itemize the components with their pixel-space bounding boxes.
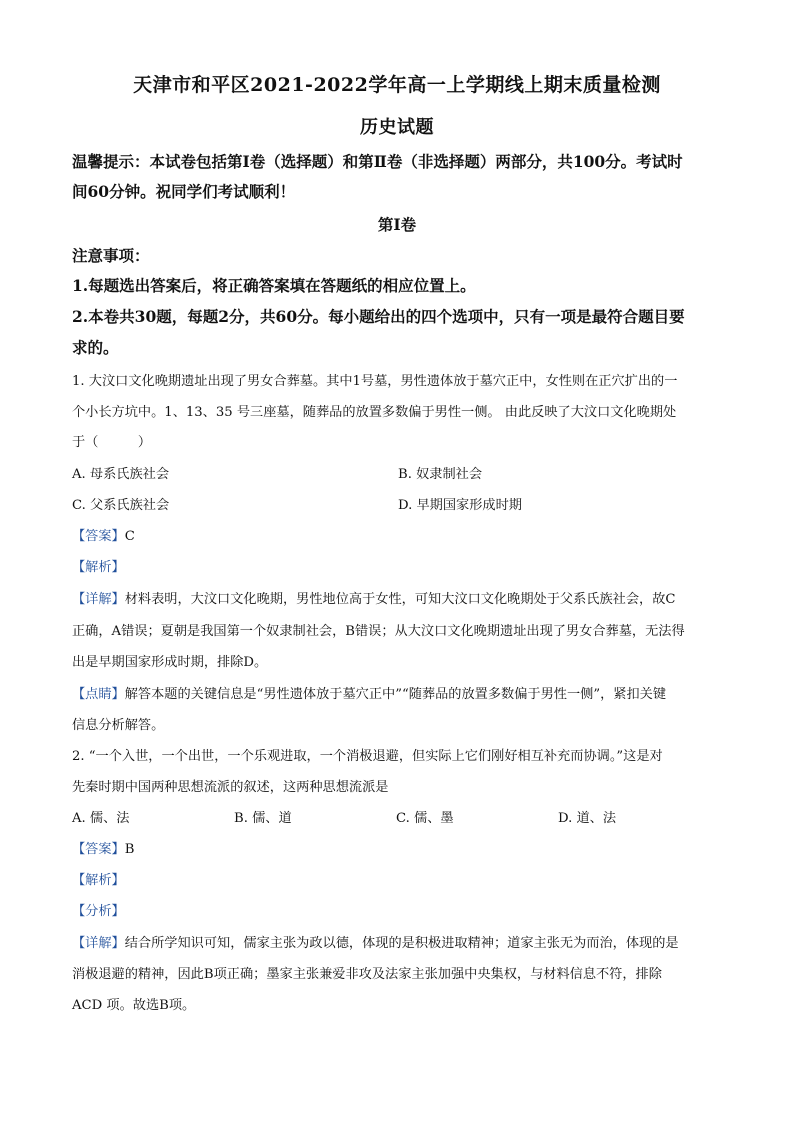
q1-stem-line-2: 个小长方坑中。1、13、35 号三座墓，随葬品的放置多数偏于男性一侧。 由此反映了大汶口文化晚期处 <box>72 405 677 420</box>
q2-detail-line-1 <box>72 932 679 951</box>
notice-line-1: 温馨提示：本试卷包括第Ⅰ卷（选择题）和第Ⅱ卷（非选择题）两部分，共100分。考试时 <box>72 152 683 171</box>
instructions-heading: 注意事项： <box>72 246 150 265</box>
notice-line-2: 间60分钟。祝同学们考试顺利！ <box>72 182 296 201</box>
instruction-item-2-line-1: 2.本卷共30题，每题2分，共60分。每小题给出的四个选项中，只有一项是最符合题目要 <box>72 307 685 326</box>
q2-detail-line-2: 消极退避的精神，因此B项正确；墨家主张兼爱非攻及法家主张加强中央集权，与材料信息不符，排除 <box>72 967 662 982</box>
q1-detail-text-1: 材料表明，大汶口文化晚期，男性地位高于女性，可知大汶口文化晚期处于父系氏族社会，故C <box>124 592 676 607</box>
q2-detail-line-3: ACD 项。故选B项。 <box>72 998 196 1013</box>
q1-point-text-1: 解答本题的关键信息是“男性遗体放于墓穴正中”“随葬品的放置多数偏于男性一侧”，紧扣关键 <box>124 687 667 702</box>
instruction-item-1: 1.每题选出答案后，将正确答案填在答题纸的相应位置上。 <box>72 276 476 295</box>
q2-stem-line-2: 先秦时期中国两种思想流派的叙述，这两种思想流派是 <box>72 780 389 795</box>
q1-analysis-tag: 【解析】 <box>72 560 125 575</box>
instruction-item-2-line-2: 求的。 <box>72 338 119 357</box>
q2-stem-line-1: 2. “一个入世，一个出世，一个乐观进取，一个消极退避，但实际上它们刚好相互补充而协调。”这是对 <box>72 749 663 764</box>
q2-option-a: A. 儒、法 <box>72 811 130 826</box>
q1-stem-line-1: 1. 大汶口文化晚期遗址出现了男女合葬墓。其中1号墓，男性遗体放于墓穴正中，女性则在正穴扩出的一 <box>72 374 678 389</box>
q2-answer-value: B <box>124 842 135 857</box>
q1-point-line-2: 信息分析解答。 <box>72 718 165 733</box>
q2-option-b: B. 儒、道 <box>234 811 292 826</box>
q1-point-line-1 <box>72 683 666 702</box>
q1-option-a: A. 母系氏族社会 <box>72 467 170 482</box>
q1-point-tag: 【点睛】 <box>72 687 125 702</box>
document-title: 天津市和平区2021-2022学年高一上学期线上期末质量检测 <box>133 74 661 96</box>
q1-answer-value: C <box>124 529 135 544</box>
q1-detail-line-3: 出是早期国家形成时期，排除D。 <box>72 655 268 670</box>
q1-detail-line-1 <box>72 588 676 607</box>
q2-option-d: D. 道、法 <box>558 811 617 826</box>
section-title: 第Ⅰ卷 <box>377 215 417 234</box>
q1-option-d: D. 早期国家形成时期 <box>398 498 522 513</box>
q1-answer-tag: 【答案】 <box>72 529 125 544</box>
q2-answer-tag: 【答案】 <box>72 842 125 857</box>
q1-detail-tag: 【详解】 <box>72 592 125 607</box>
q2-analyze-tag: 【分析】 <box>72 904 125 919</box>
q2-option-c: C. 儒、墨 <box>396 811 454 826</box>
q1-option-b: B. 奴隶制社会 <box>398 467 483 482</box>
q1-detail-line-2: 正确，A错误；夏朝是我国第一个奴隶制社会，B错误；从大汶口文化晚期遗址出现了男女合葬墓，无法得 <box>72 624 685 639</box>
q2-analysis-tag: 【解析】 <box>72 873 125 888</box>
q1-answer <box>72 525 135 544</box>
q2-answer <box>72 838 134 857</box>
document-subtitle: 历史试题 <box>360 117 434 138</box>
q1-option-c: C. 父系氏族社会 <box>72 498 170 513</box>
q1-stem-line-3: 于（ ） <box>72 435 152 450</box>
q2-detail-text-1: 结合所学知识可知，儒家主张为政以德，体现的是积极进取精神；道家主张无为而治，体现的是 <box>124 936 679 951</box>
q2-detail-tag: 【详解】 <box>72 936 125 951</box>
